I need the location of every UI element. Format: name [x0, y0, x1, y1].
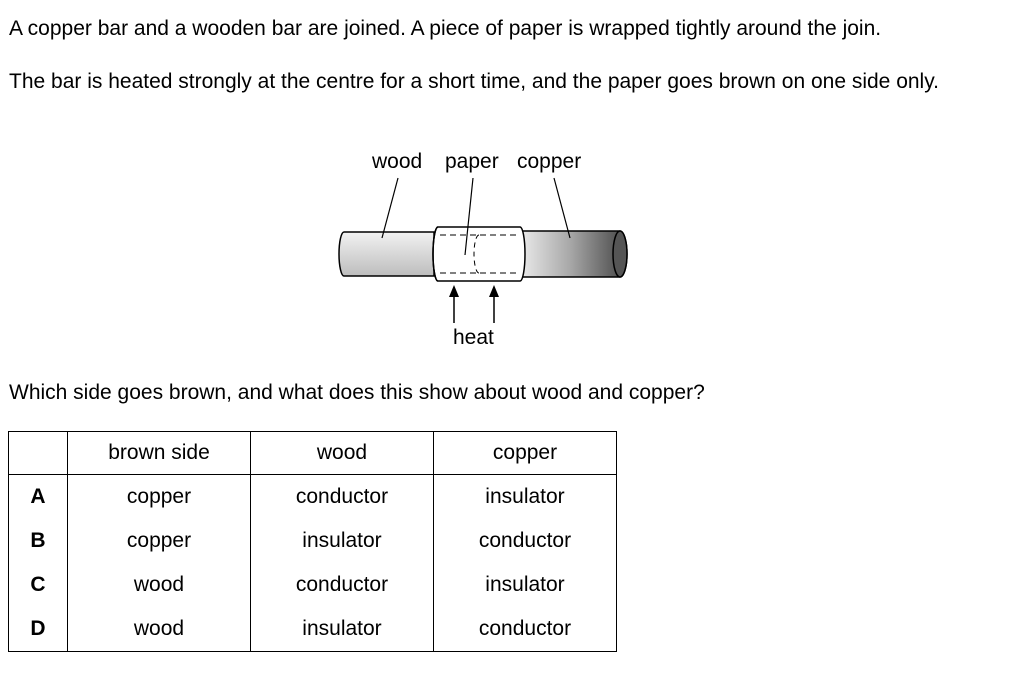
paper-label: paper	[445, 150, 499, 173]
wood-cell: conductor	[251, 475, 434, 520]
option-row-d[interactable]	[9, 607, 617, 652]
option-key: D	[9, 607, 68, 652]
setup-text: The bar is heated strongly at the centre for a short time, and the paper goes brown on one side only.	[9, 70, 939, 93]
option-key: C	[9, 563, 68, 607]
copper-label: copper	[517, 150, 582, 173]
table-header-row	[9, 432, 617, 475]
question-text: Which side goes brown, and what does this show about wood and copper?	[9, 381, 705, 404]
option-row-b[interactable]	[9, 519, 617, 563]
intro-text: A copper bar and a wooden bar are joined. A piece of paper is wrapped tightly around the join.	[9, 17, 882, 40]
brown-side-cell: copper	[68, 475, 251, 520]
brown-side-cell: copper	[68, 519, 251, 563]
option-key: A	[9, 475, 68, 520]
option-row-c[interactable]	[9, 563, 617, 607]
header-blank	[9, 432, 68, 475]
answer-table	[8, 431, 617, 652]
option-row-a[interactable]	[9, 475, 617, 520]
wood-label: wood	[372, 150, 423, 173]
bar-diagram	[330, 145, 640, 355]
brown-side-cell: wood	[68, 563, 251, 607]
wood-bar	[339, 232, 434, 276]
header-wood: wood	[251, 432, 434, 475]
header-brown-side: brown side	[68, 432, 251, 475]
copper-bar-end	[613, 231, 627, 277]
paper-wrap	[433, 227, 525, 281]
copper-cell: insulator	[434, 563, 617, 607]
copper-cell: conductor	[434, 519, 617, 563]
wood-cell: insulator	[251, 519, 434, 563]
option-key: B	[9, 519, 68, 563]
heat-arrow-left	[449, 285, 459, 323]
copper-cell: insulator	[434, 475, 617, 520]
wood-leader	[382, 178, 398, 238]
heat-label: heat	[453, 326, 494, 349]
copper-leader	[554, 178, 570, 238]
wood-cell: insulator	[251, 607, 434, 652]
heat-arrow-right	[489, 285, 499, 323]
brown-side-cell: wood	[68, 607, 251, 652]
wood-cell: conductor	[251, 563, 434, 607]
copper-cell: conductor	[434, 607, 617, 652]
header-copper: copper	[434, 432, 617, 475]
